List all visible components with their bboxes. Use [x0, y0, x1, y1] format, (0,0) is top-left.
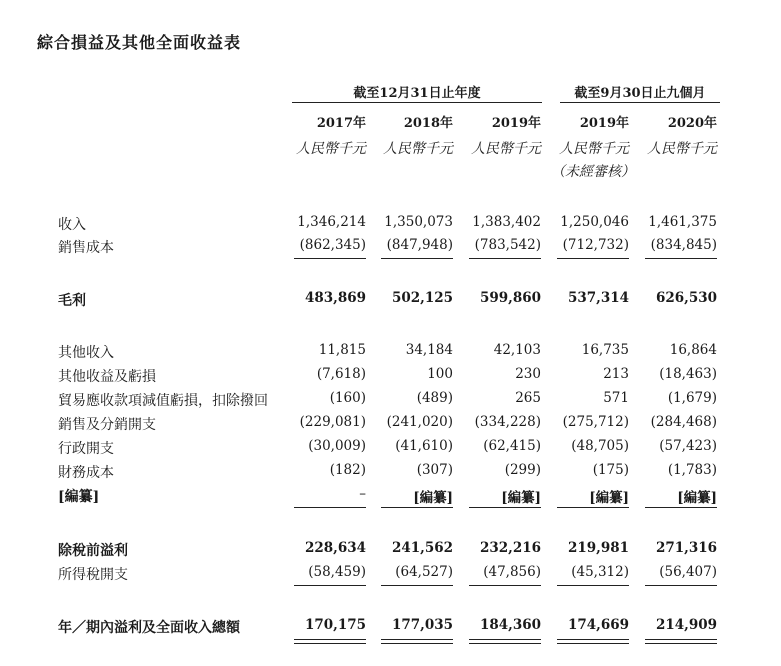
cell: (834,845): [650, 237, 717, 253]
unit-header: 人民幣千元: [296, 141, 366, 157]
cell: 1,250,046: [560, 214, 629, 230]
cell: 626,530: [655, 290, 717, 306]
cell: 214,909: [655, 617, 717, 633]
row-label-impairment-losses: 貿易應收款項減值虧損，扣除撥回: [58, 393, 268, 409]
cell: 1,461,375: [648, 214, 717, 230]
unit-header: 人民幣千元: [559, 141, 629, 157]
cell: (45,312): [571, 564, 629, 580]
cell: (241,020): [386, 414, 453, 430]
cell: –: [359, 486, 366, 502]
cell: [編纂]: [501, 490, 541, 506]
cell: (62,415): [483, 438, 541, 454]
subtotal-rule: [381, 585, 453, 586]
cell: 571: [603, 390, 629, 406]
cell: 483,869: [304, 290, 366, 306]
cell: (64,527): [395, 564, 453, 580]
cell: (56,407): [659, 564, 717, 580]
cell: (307): [416, 462, 453, 478]
cell: (175): [592, 462, 629, 478]
year-header: 2018年: [403, 116, 453, 131]
cell: 241,562: [391, 540, 453, 556]
subtotal-rule: [645, 585, 717, 586]
cell: 184,360: [479, 617, 541, 633]
cell: 1,383,402: [472, 214, 541, 230]
subtotal-rule: [294, 258, 366, 259]
year-header: 2019年: [579, 116, 629, 131]
cell: (1,783): [667, 462, 717, 478]
cell: 1,346,214: [297, 214, 366, 230]
subtotal-rule: [557, 585, 629, 586]
cell: 174,669: [567, 617, 629, 633]
total-double-rule: [557, 639, 629, 644]
cell: (229,081): [299, 414, 366, 430]
unit-header: 人民幣千元: [383, 141, 453, 157]
cell: (160): [329, 390, 366, 406]
cell: (58,459): [308, 564, 366, 580]
statement-title: 綜合損益及其他全面收益表: [37, 33, 242, 52]
cell: (47,856): [483, 564, 541, 580]
cell: 537,314: [567, 290, 629, 306]
row-label-cost-of-sales: 銷售成本: [58, 240, 114, 256]
cell: (284,468): [650, 414, 717, 430]
row-label-revenue: 收入: [58, 217, 86, 233]
total-double-rule: [381, 639, 453, 644]
row-label-income-tax: 所得稅開支: [58, 567, 128, 583]
subtotal-rule: [294, 507, 366, 508]
cell: (57,423): [659, 438, 717, 454]
cell: (48,705): [571, 438, 629, 454]
year-header: 2019年: [491, 116, 541, 131]
total-double-rule: [294, 639, 366, 644]
cell: 230: [515, 366, 541, 382]
total-double-rule: [645, 639, 717, 644]
total-double-rule: [469, 639, 541, 644]
cell: 219,981: [567, 540, 629, 556]
cell: 265: [515, 390, 541, 406]
subtotal-rule: [381, 507, 453, 508]
cell: 16,864: [669, 342, 717, 358]
cell: (1,679): [667, 390, 717, 406]
cell: (299): [504, 462, 541, 478]
subtotal-rule: [645, 258, 717, 259]
cell: (30,009): [308, 438, 366, 454]
subtotal-rule: [294, 585, 366, 586]
row-label-total-comprehensive-income: 年／期內溢利及全面收入總額: [58, 620, 240, 636]
cell: (489): [416, 390, 453, 406]
cell: (847,948): [386, 237, 453, 253]
row-label-gross-profit: 毛利: [58, 293, 86, 309]
cell: (182): [329, 462, 366, 478]
row-label-finance-costs: 財務成本: [58, 465, 114, 481]
cell: (18,463): [659, 366, 717, 382]
subtotal-rule: [469, 585, 541, 586]
row-label-other-gains-losses: 其他收益及虧損: [58, 369, 156, 385]
row-label-administrative: 行政開支: [58, 441, 114, 457]
subtotal-rule: [381, 258, 453, 259]
cell: 170,175: [304, 617, 366, 633]
row-label-other-income: 其他收入: [58, 345, 114, 361]
cell: 232,216: [479, 540, 541, 556]
group-header-annual: 截至12月31日止年度: [353, 86, 481, 101]
cell: [編纂]: [677, 490, 717, 506]
cell: 100: [427, 366, 453, 382]
cell: (7,618): [316, 366, 366, 382]
unit-header: 人民幣千元: [647, 141, 717, 157]
cell: 177,035: [391, 617, 453, 633]
year-header: 2020年: [667, 116, 717, 131]
year-header: 2017年: [316, 116, 366, 131]
cell: (862,345): [299, 237, 366, 253]
cell: 271,316: [655, 540, 717, 556]
cell: 213: [603, 366, 629, 382]
subtotal-rule: [469, 507, 541, 508]
subtotal-rule: [469, 258, 541, 259]
cell: 16,735: [581, 342, 629, 358]
group-header-annual-rule: [292, 102, 542, 103]
cell: 502,125: [391, 290, 453, 306]
cell: (712,732): [562, 237, 629, 253]
row-label-redacted: [編纂]: [58, 489, 100, 505]
cell: 1,350,073: [384, 214, 453, 230]
cell: 34,184: [405, 342, 453, 358]
cell: [編纂]: [589, 490, 629, 506]
cell: (275,712): [562, 414, 629, 430]
group-header-nine-months: 截至9月30日止九個月: [574, 86, 706, 101]
cell: 42,103: [493, 342, 541, 358]
row-label-selling-distribution: 銷售及分銷開支: [58, 417, 156, 433]
unaudited-note: （未經審核）: [551, 164, 635, 180]
cell: (334,228): [474, 414, 541, 430]
row-label-profit-before-tax: 除稅前溢利: [58, 543, 128, 559]
cell: 228,634: [304, 540, 366, 556]
cell: 11,815: [318, 342, 366, 358]
subtotal-rule: [645, 507, 717, 508]
unit-header: 人民幣千元: [471, 141, 541, 157]
subtotal-rule: [557, 507, 629, 508]
group-header-nine-months-rule: [560, 102, 720, 103]
subtotal-rule: [557, 258, 629, 259]
cell: [編纂]: [413, 490, 453, 506]
cell: (783,542): [474, 237, 541, 253]
cell: (41,610): [395, 438, 453, 454]
cell: 599,860: [479, 290, 541, 306]
